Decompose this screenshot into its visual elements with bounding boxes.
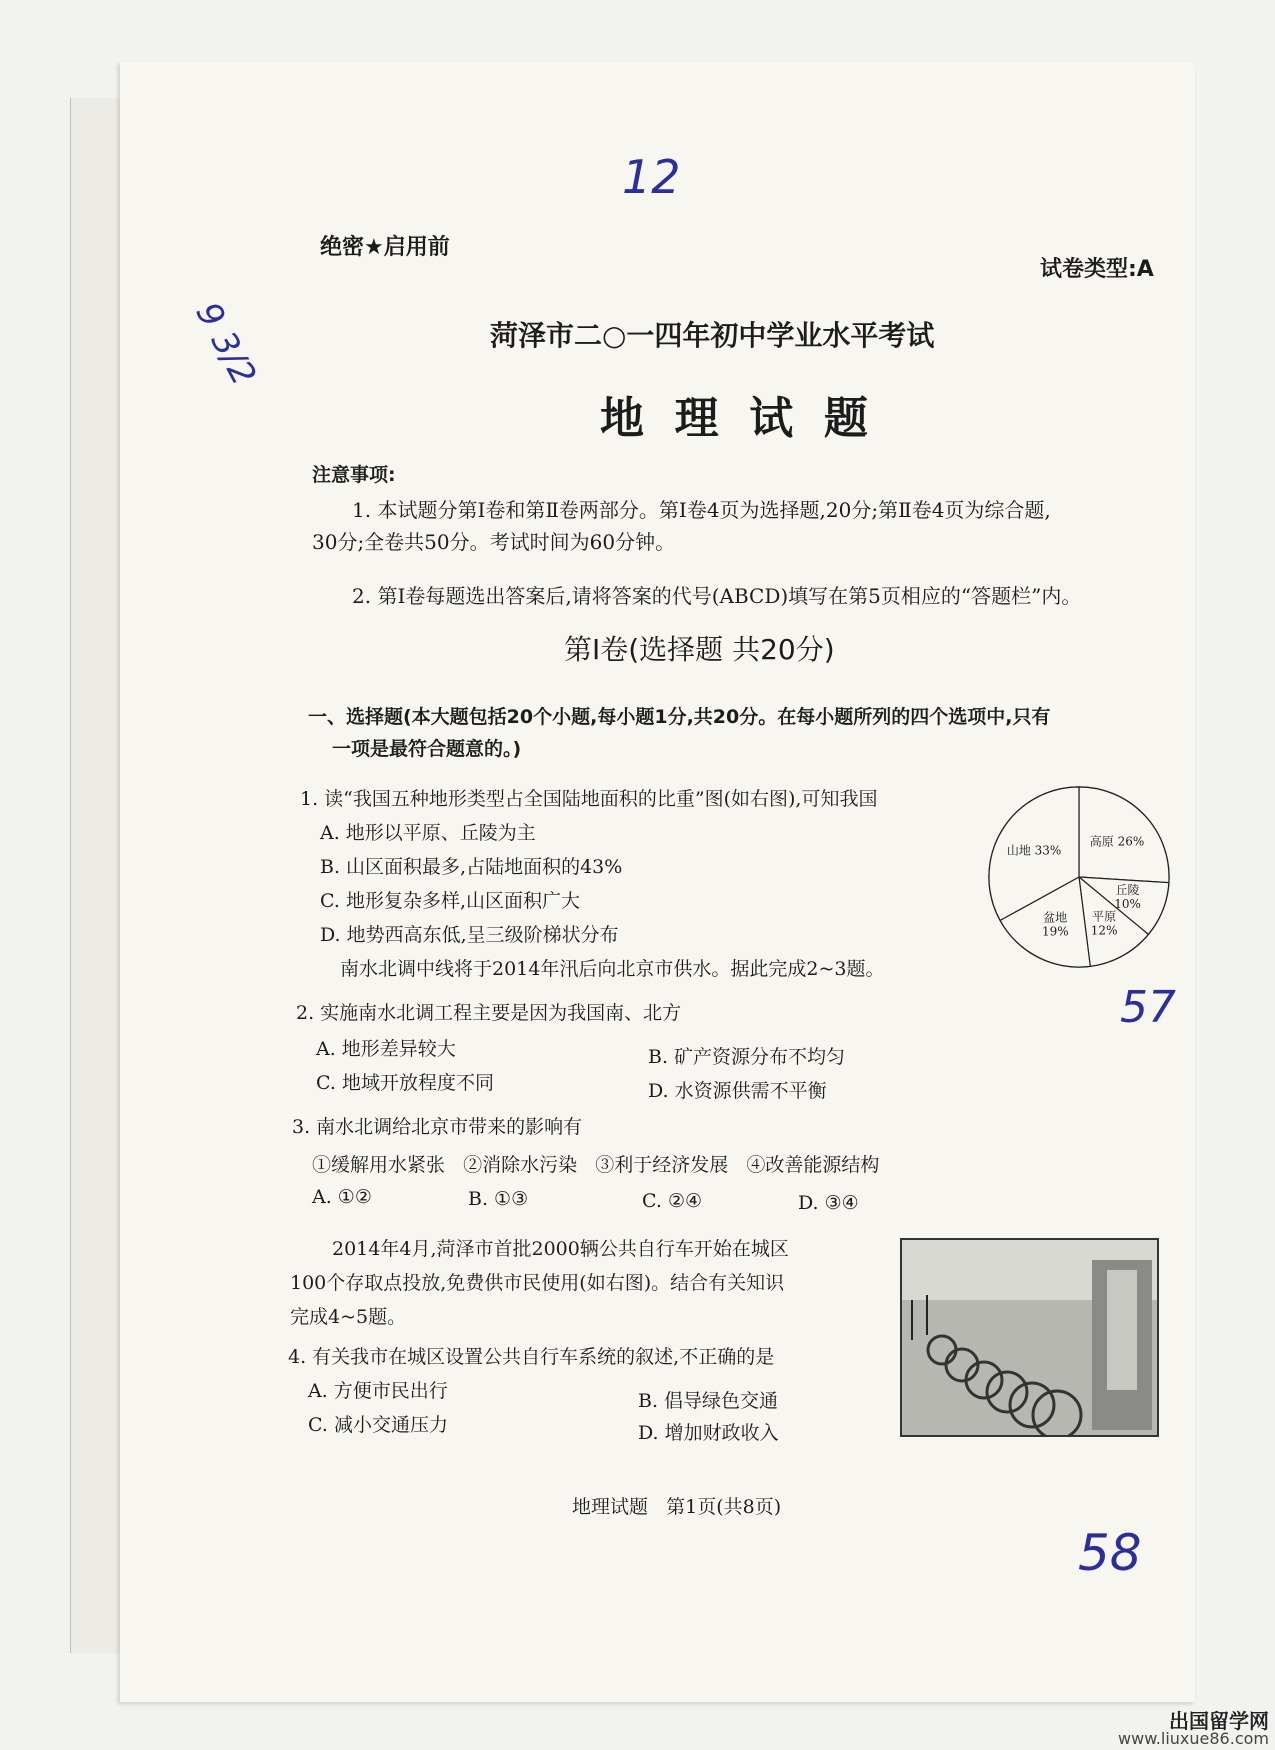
notice-line-2: 2. 第Ⅰ卷每题选出答案后,请将答案的代号(ABCD)填写在第5页相应的“答题栏”内。 <box>352 584 1082 608</box>
context-bike-line-1: 2014年4月,菏泽市首批2000辆公共自行车开始在城区 <box>332 1238 789 1260</box>
pie-label-0: 山地 33% <box>1006 843 1062 858</box>
confidential-label: 绝密★启用前 <box>320 235 450 260</box>
pie-label-4: 盆地 19% <box>1041 910 1069 939</box>
q3-option-b: B. ①③ <box>468 1188 529 1210</box>
exam-page <box>120 62 1195 1702</box>
q1-option-c: C. 地形复杂多样,山区面积广大 <box>320 890 580 912</box>
paper-type-label: 试卷类型:A <box>1040 257 1154 282</box>
q4-option-a: A. 方便市民出行 <box>308 1380 448 1402</box>
context-bike-line-2: 100个存取点投放,免费供市民使用(如右图)。结合有关知识 <box>290 1272 785 1294</box>
pie-label-2: 丘陵 10% <box>1114 883 1141 912</box>
section-instructions: 一、选择题(本大题包括20个小题,每小题1分,共20分。在每小题所列的四个选项中,只有 <box>308 706 1051 728</box>
q3-stem: 3. 南水北调给北京市带来的影响有 <box>292 1116 583 1138</box>
q2-option-d: D. 水资源供需不平衡 <box>648 1080 827 1102</box>
q3-statements: ①缓解用水紧张 ②消除水污染 ③利于经济发展 ④改善能源结构 <box>312 1154 880 1176</box>
q2-option-c: C. 地域开放程度不同 <box>316 1072 494 1094</box>
q4-stem: 4. 有关我市在城区设置公共自行车系统的叙述,不正确的是 <box>288 1346 775 1368</box>
q4-option-b: B. 倡导绿色交通 <box>638 1390 779 1412</box>
q2-option-b: B. 矿产资源分布不均匀 <box>648 1046 846 1068</box>
section-title: 第Ⅰ卷(选择题 共20分) <box>564 633 835 666</box>
q3-option-d: D. ③④ <box>798 1192 859 1214</box>
site-watermark <box>1118 1709 1269 1748</box>
notice-line-1: 1. 本试题分第Ⅰ卷和第Ⅱ卷两部分。第Ⅰ卷4页为选择题,20分;第Ⅱ卷4页为综合题, <box>352 498 1051 522</box>
terrain-pie-chart <box>984 782 1174 972</box>
bicycle-photo-illustration <box>902 1240 1157 1435</box>
subject-title: 地 理 试 题 <box>600 393 868 444</box>
exam-title: 菏泽市二○一四年初中学业水平考试 <box>490 319 935 352</box>
section-instructions-2: 一项是最符合题意的。) <box>332 738 522 760</box>
q2-stem: 2. 实施南水北调工程主要是因为我国南、北方 <box>296 1002 682 1024</box>
q3-option-c: C. ②④ <box>642 1190 703 1212</box>
bicycle-photo <box>900 1238 1159 1437</box>
notice-heading: 注意事项: <box>312 464 396 486</box>
page-footer: 地理试题 第1页(共8页) <box>572 1496 782 1518</box>
q1-option-b: B. 山区面积最多,占陆地面积的43% <box>320 856 623 878</box>
watermark-url: www.liuxue86.com <box>1118 1729 1269 1748</box>
q4-option-c: C. 减小交通压力 <box>308 1414 448 1436</box>
notice-line-1b: 30分;全卷共50分。考试时间为60分钟。 <box>312 530 676 554</box>
watermark-name: 出国留学网 <box>1169 1709 1269 1733</box>
q2-option-a: A. 地形差异较大 <box>316 1038 456 1060</box>
context-bike-line-3: 完成4~5题。 <box>290 1306 407 1328</box>
q1-stem: 1. 读“我国五种地形类型占全国陆地面积的比重”图(如右图),可知我国 <box>300 788 878 810</box>
handwritten-top-number: 12 <box>622 150 681 204</box>
q4-option-d: D. 增加财政收入 <box>638 1422 779 1444</box>
q3-option-a: A. ①② <box>312 1186 372 1208</box>
handwritten-left-note: 9 3/2 <box>187 296 264 392</box>
q1-option-d: D. 地势西高东低,呈三级阶梯状分布 <box>320 924 619 946</box>
handwritten-right-mid: 57 <box>1120 982 1176 1033</box>
handwritten-right-bottom: 58 <box>1078 1524 1142 1582</box>
pie-label-1: 高原 26% <box>1089 834 1145 849</box>
pie-label-3: 平原 12% <box>1090 909 1118 938</box>
q1-option-a: A. 地形以平原、丘陵为主 <box>320 822 536 844</box>
context-south-north-water: 南水北调中线将于2014年汛后向北京市供水。据此完成2~3题。 <box>340 958 885 980</box>
